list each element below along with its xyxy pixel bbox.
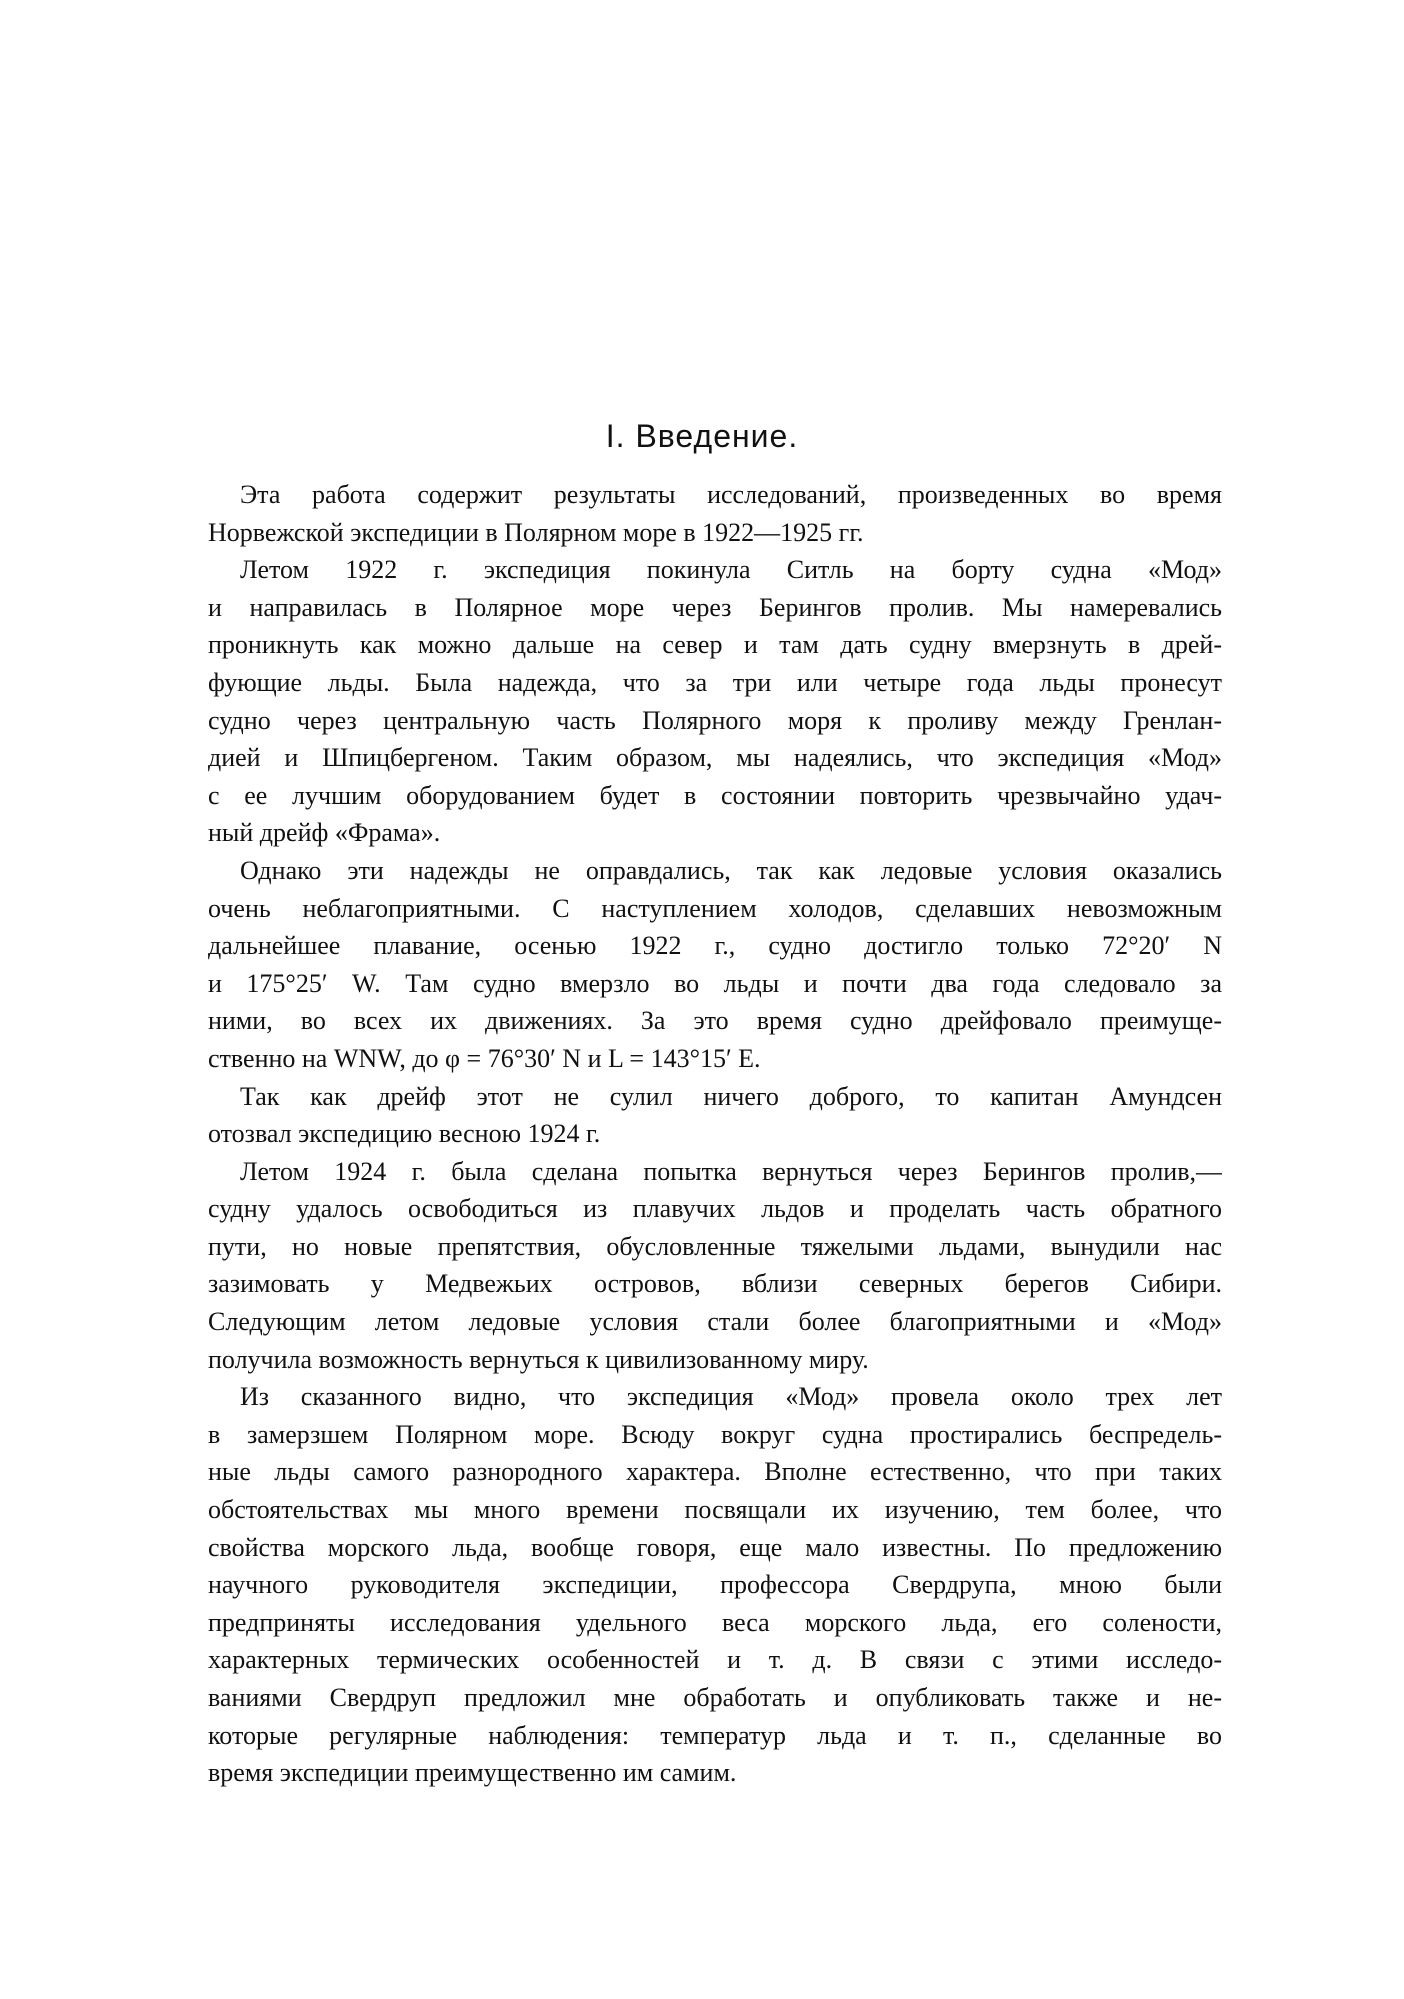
text-line: зазимовать у Медвежьих островов, вблизи северных берегов Сибири. (208, 1269, 1222, 1299)
text-line: Из сказанного видно, что экспедиция «Мод» провела около трех лет (240, 1382, 1222, 1412)
text-line: очень неблагоприятными. С наступлением холодов, сделавших невозможным (208, 893, 1222, 923)
text-line: Эта работа содержит результаты исследований, произведенных во время (240, 480, 1222, 509)
text-line: отозвал экспедицию весною 1924 г. (208, 1119, 601, 1149)
text-line: Норвежской экспедиции в Полярном море в 1922—1925 гг. (208, 517, 864, 547)
text-line: Летом 1922 г. экспедиция покинула Ситль на борту судна «Мод» (240, 555, 1222, 585)
text-line: характерных термических особенностей и т. д. В связи с этими исследо- (208, 1645, 1222, 1675)
text-line: дией и Шпицбергеном. Таким образом, мы надеялись, что экспедиция «Мод» (208, 743, 1222, 773)
text-line: пути, но новые препятствия, обусловленные тяжелыми льдами, вынудили нас (208, 1231, 1222, 1261)
section-heading: I. Введение. (605, 418, 799, 454)
text-line: Летом 1924 г. была сделана попытка вернуться через Берингов пролив,— (240, 1156, 1222, 1186)
text-line: ваниями Свердруп предложил мне обработать и опубликовать также и не- (208, 1683, 1222, 1712)
text-line: дальнейшее плавание, осенью 1922 г., судно достигло только 72°20′ N (208, 931, 1222, 961)
text-line: Так как дрейф этот не сулил ничего доброго, то капитан Амундсен (240, 1081, 1222, 1111)
text-line: предприняты исследования удельного веса морского льда, его солености, (208, 1607, 1222, 1637)
text-line: время экспедиции преимущественно им самим. (208, 1758, 737, 1788)
text-line: судну удалось освободиться из плавучих льдов и проделать часть обратного (208, 1194, 1222, 1224)
text-line: Следующим летом ледовые условия стали более благоприятными и «Мод» (208, 1307, 1222, 1337)
text-line: в замерзшем Полярном море. Всюду вокруг судна простирались беспредель- (208, 1419, 1222, 1449)
text-line: фующие льды. Была надежда, что за три или четыре года льды пронесут (208, 667, 1222, 697)
text-line: и направилась в Полярное море через Берингов пролив. Мы намеревались (208, 592, 1222, 622)
body-text (208, 476, 1222, 1792)
text-line: и 175°25′ W. Там судно вмерзло во льды и почти два года следовало за (208, 968, 1222, 998)
text-line: ственно на WNW, до φ = 76°30′ N и L = 143°15′ E. (208, 1043, 761, 1073)
text-line: проникнуть как можно дальше на север и там дать судну вмерзнуть в дрей- (208, 630, 1222, 660)
text-line: Однако эти надежды не оправдались, так как ледовые условия оказались (240, 855, 1222, 885)
text-line: обстоятельствах мы много времени посвящали их изучению, тем более, что (208, 1495, 1222, 1525)
text-line: ные льды самого разнородного характера. Вполне естественно, что при таких (208, 1457, 1222, 1487)
text-line: которые регулярные наблюдения: температур льда и т. п., сделанные во (208, 1720, 1222, 1750)
text-line: получила возможность вернуться к цивилизованному миру. (208, 1344, 869, 1374)
text-line: ный дрейф «Фрама». (208, 818, 441, 848)
text-line: научного руководителя экспедиции, профессора Свердрупа, мною были (208, 1570, 1222, 1600)
text-line: свойства морского льда, вообще говоря, еще мало известны. По предложению (208, 1532, 1222, 1562)
text-line: с ее лучшим оборудованием будет в состоянии повторить чрезвычайно удач- (208, 780, 1222, 810)
text-line: ними, во всех их движениях. За это время судно дрейфовало преимуще- (208, 1006, 1222, 1036)
text-line: судно через центральную часть Полярного моря к проливу между Гренлан- (208, 705, 1222, 735)
